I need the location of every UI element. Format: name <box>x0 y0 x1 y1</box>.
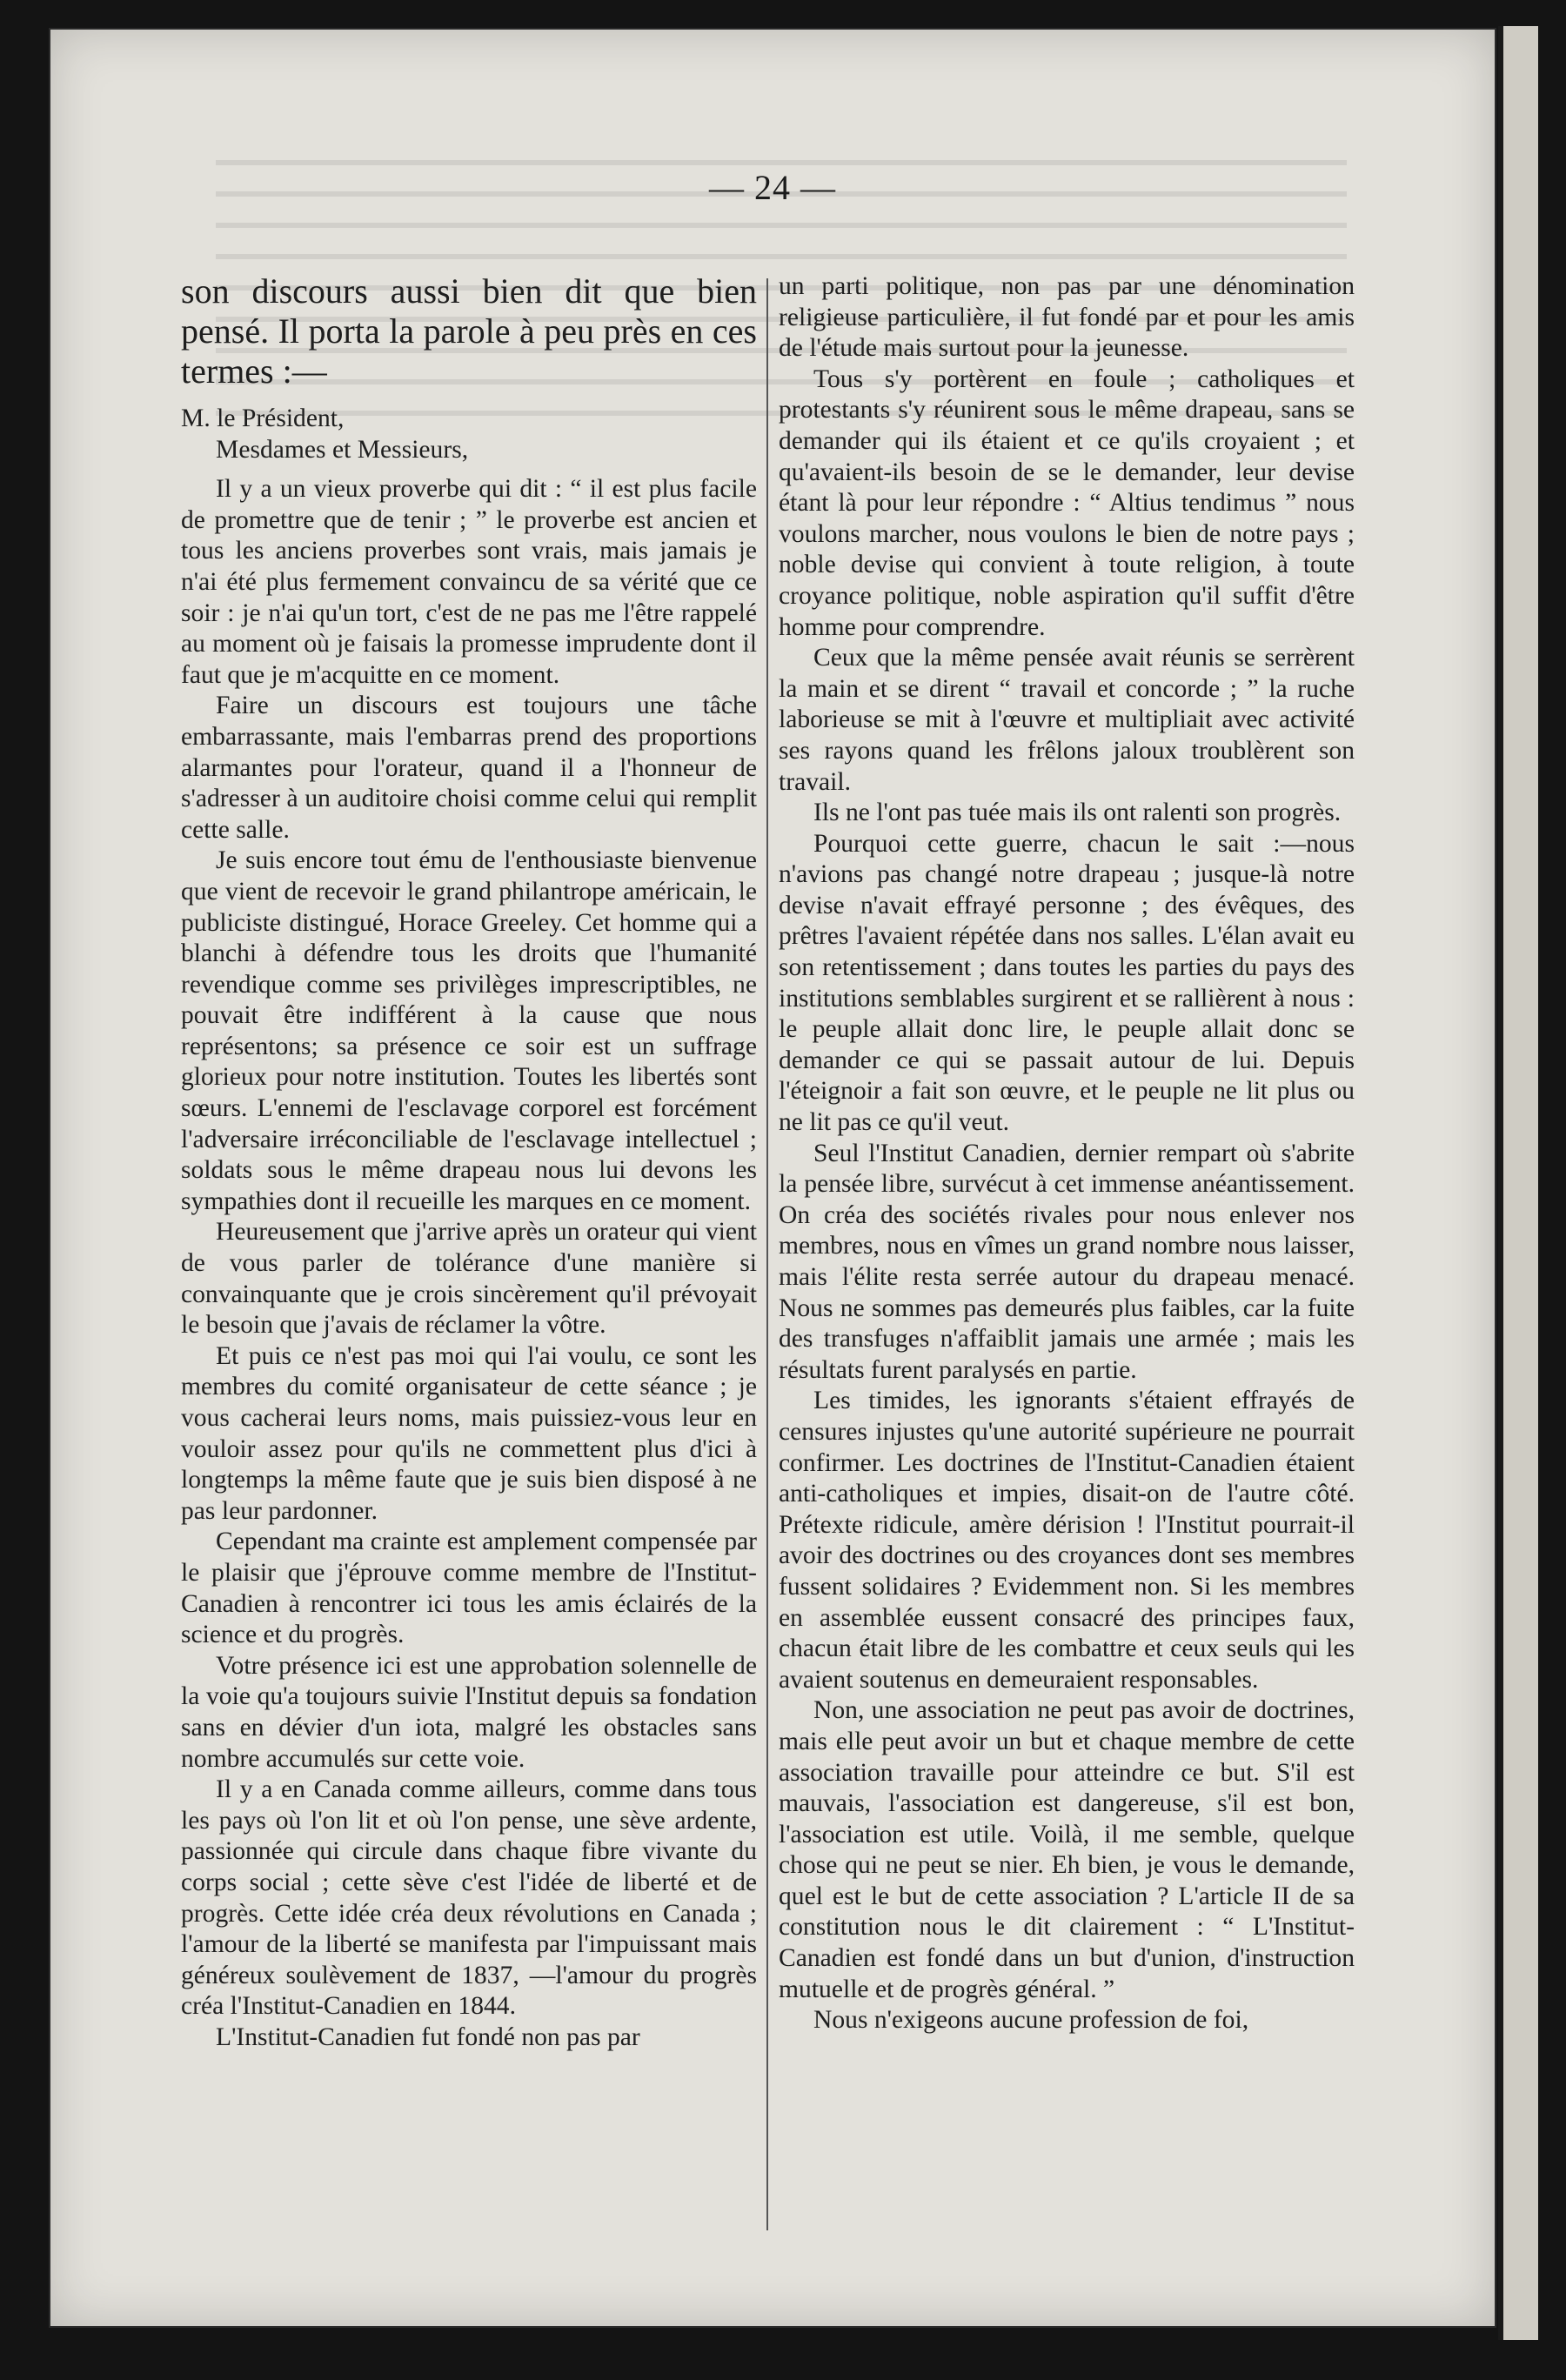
salutation-audience: Mesdames et Messieurs, <box>216 435 469 464</box>
paragraph: Nous n'exigeons aucune profession de foi, <box>813 2006 1249 2035</box>
paragraph: Pourquoi cette guerre, chacun le sait :—nous n'avions pas changé notre drapeau ; jusque-là notre devise n'avait effrayé personne ; des évêques, des prêtres l'avaient répétée dans nos salles. L'élan avait eu son retentissement ; dans toutes les parties du pays des institutions semblables surgirent et se rallièrent à nous : le peuple allait donc lire, le peuple allait donc se demander ce qui se passait autour de lui. Depuis l'éteignoir a fait son œuvre, et le peuple ne lit plus ou ne lit pas ce qu'il veut. <box>779 829 1355 1137</box>
paragraph: Je suis encore tout ému de l'enthousiaste bienvenue que vient de recevoir le grand philantrope américain, le publiciste distingué, Horace Greeley. Cet homme qui a blanchi à défendre tous les droits que l'humanité revendique comme ses privilèges imprescriptibles, ne pouvait être indifférent à la cause que nous représentons; sa présence ce soir est un suffrage glorieux pour notre institution. Toutes les libertés sont sœurs. L'ennemi de l'esclavage corporel est forcément l'adversaire irréconciliable de l'esclavage intellectuel ; soldats sous le même drapeau nous lui devons les sympathies dont il recueille les marques en ce moment. <box>181 846 757 1215</box>
paragraph: Seul l'Institut Canadien, dernier rempart où s'abrite la pensée libre, survécut à cet immense anéantissement. On créa des sociétés rivales pour nous enlever nos membres, nous en vîmes un grand nombre nous laisser, mais l'élite resta serrée autour du drapeau menacé. Nous ne sommes pas demeurés plus faibles, car la fuite des transfuges n'affaiblit jamais une armée ; mais les résultats furent paralysés en partie. <box>779 1139 1355 1384</box>
left-column <box>181 271 757 2053</box>
salutation-president: M. le Président, <box>181 404 345 432</box>
paragraph: Ceux que la même pensée avait réunis se serrèrent la main et se dirent “ travail et concorde ; ” la ruche laborieuse se mit à l'œuvre et multipliait avec activité ses rayons quand les frêlons jaloux troublèrent son travail. <box>779 644 1355 796</box>
paragraph: Tous s'y portèrent en foule ; catholiques et protestants s'y réunirent sous le même drapeau, sans se demander qui ils étaient et ce qu'ils croyaient ; et qu'avaient-ils besoin de se le demander, leur devise étant là pour leur répondre : “ Altius tendimus ” nous voulons marcher, nous voulons le bien de notre pays ; noble devise qui convient à toute religion, à toute croyance politique, noble aspiration qu'il suffit d'être homme pour comprendre. <box>779 364 1355 641</box>
paragraph: Non, une association ne peut pas avoir de doctrines, mais elle peut avoir un but et chaque membre de cette association travaille pour atteindre ce but. S'il est mauvais, l'association est dangereuse, s'il est bon, l'association est utile. Voilà, il me semble, quelque chose qui ne peut se nier. Eh bien, je vous le demande, quel est le but de cette association ? L'article II de sa constitution nous le dit clairement : “ L'Institut-Canadien est fondé dans un but d'union, d'instruction mutuelle et de progrès général. ” <box>779 1696 1355 2003</box>
paragraph: Et puis ce n'est pas moi qui l'ai voulu, ce sont les membres du comité organisateur de cette séance ; je vous cacherai leurs noms, mais puissiez-vous leur en vouloir assez pour qu'ils ne commettent plus d'ici à longtemps la même faute que je suis bien disposé à ne pas leur pardonner. <box>181 1341 757 1525</box>
paragraph: Il y a en Canada comme ailleurs, comme dans tous les pays où l'on lit et où l'on pense, une sève ardente, passionnée qui circule dans chaque fibre vivante du corps social ; cette sève c'est l'idée de liberté et de progrès. Cette idée créa deux révolutions en Canada ; l'amour de la liberté se manifesta par l'impuissant mais généreux soulèvement de 1837, —l'amour du progrès créa l'Institut-Canadien en 1844. <box>181 1775 757 2021</box>
book-page <box>50 30 1495 2326</box>
column-divider <box>766 278 768 2230</box>
paragraph: Heureusement que j'arrive après un orateur qui vient de vous parler de tolérance d'une manière si convainquante que je crois sincèrement qu'il prévoyait le besoin que j'avais de réclamer la vôtre. <box>181 1218 757 1340</box>
paragraph: L'Institut-Canadien fut fondé non pas par <box>216 2022 640 2051</box>
paragraph: Ils ne l'ont pas tuée mais ils ont ralenti son progrès. <box>813 799 1342 827</box>
right-column <box>779 271 1355 2036</box>
page-number: — 24 — <box>709 168 836 207</box>
adjacent-page-edge <box>1498 26 1538 2340</box>
paragraph: Les timides, les ignorants s'étaient effrayés de censures injustes qu'une autorité supérieure ne pourrait confirmer. Les doctrines de l'Institut-Canadien étaient anti-catholiques et impies, disait-on de l'autre côté. Prétexte ridicule, amère dérision ! l'Institut pourrait-il avoir des doctrines ou des croyances dont ses membres fussent solidaires ? Evidemment non. Si les membres en assemblée eussent consacré des principes faux, chacun était libre de les combattre et ceux seuls qui les avaient soutenus en demeuraient responsables. <box>779 1387 1355 1694</box>
paragraph: Votre présence ici est une approbation solennelle de la voie qu'a toujours suivie l'Institut depuis sa fondation sans en dévier d'un iota, malgré les obstacles sans nombre accumulés sur cette voie. <box>181 1651 757 1773</box>
paragraph: Faire un discours est toujours une tâche embarrassante, mais l'embarras prend des proportions alarmantes pour l'orateur, quand il a l'honneur de s'adresser à un auditoire choisi comme celui qui remplit cette salle. <box>181 692 757 844</box>
paragraph: Il y a un vieux proverbe qui dit : “ il est plus facile de promettre que de tenir ; ” le proverbe est ancien et tous les anciens proverbes sont vrais, mais jamais je n'ai été plus fermement convaincu de sa vérité que ce soir : je n'ai qu'un tort, c'est de ne pas me l'être rappelé au moment où je faisais la promesse imprudente dont il faut que je m'acquitte en ce moment. <box>181 475 757 689</box>
paragraph: Cependant ma crainte est amplement compensée par le plaisir que j'éprouve comme membre de l'Institut-Canadien à rencontrer ici tous les amis éclairés de la science et du progrès. <box>181 1528 757 1649</box>
intro-text: son discours aussi bien dit que bien pensé. Il porta la parole à peu près en ces termes :— <box>181 271 757 391</box>
paragraph-continuation: un parti politique, non pas par une dénomination religieuse particulière, il fut fondé par et pour les amis de l'étude mais surtout pour la jeunesse. <box>779 272 1355 363</box>
